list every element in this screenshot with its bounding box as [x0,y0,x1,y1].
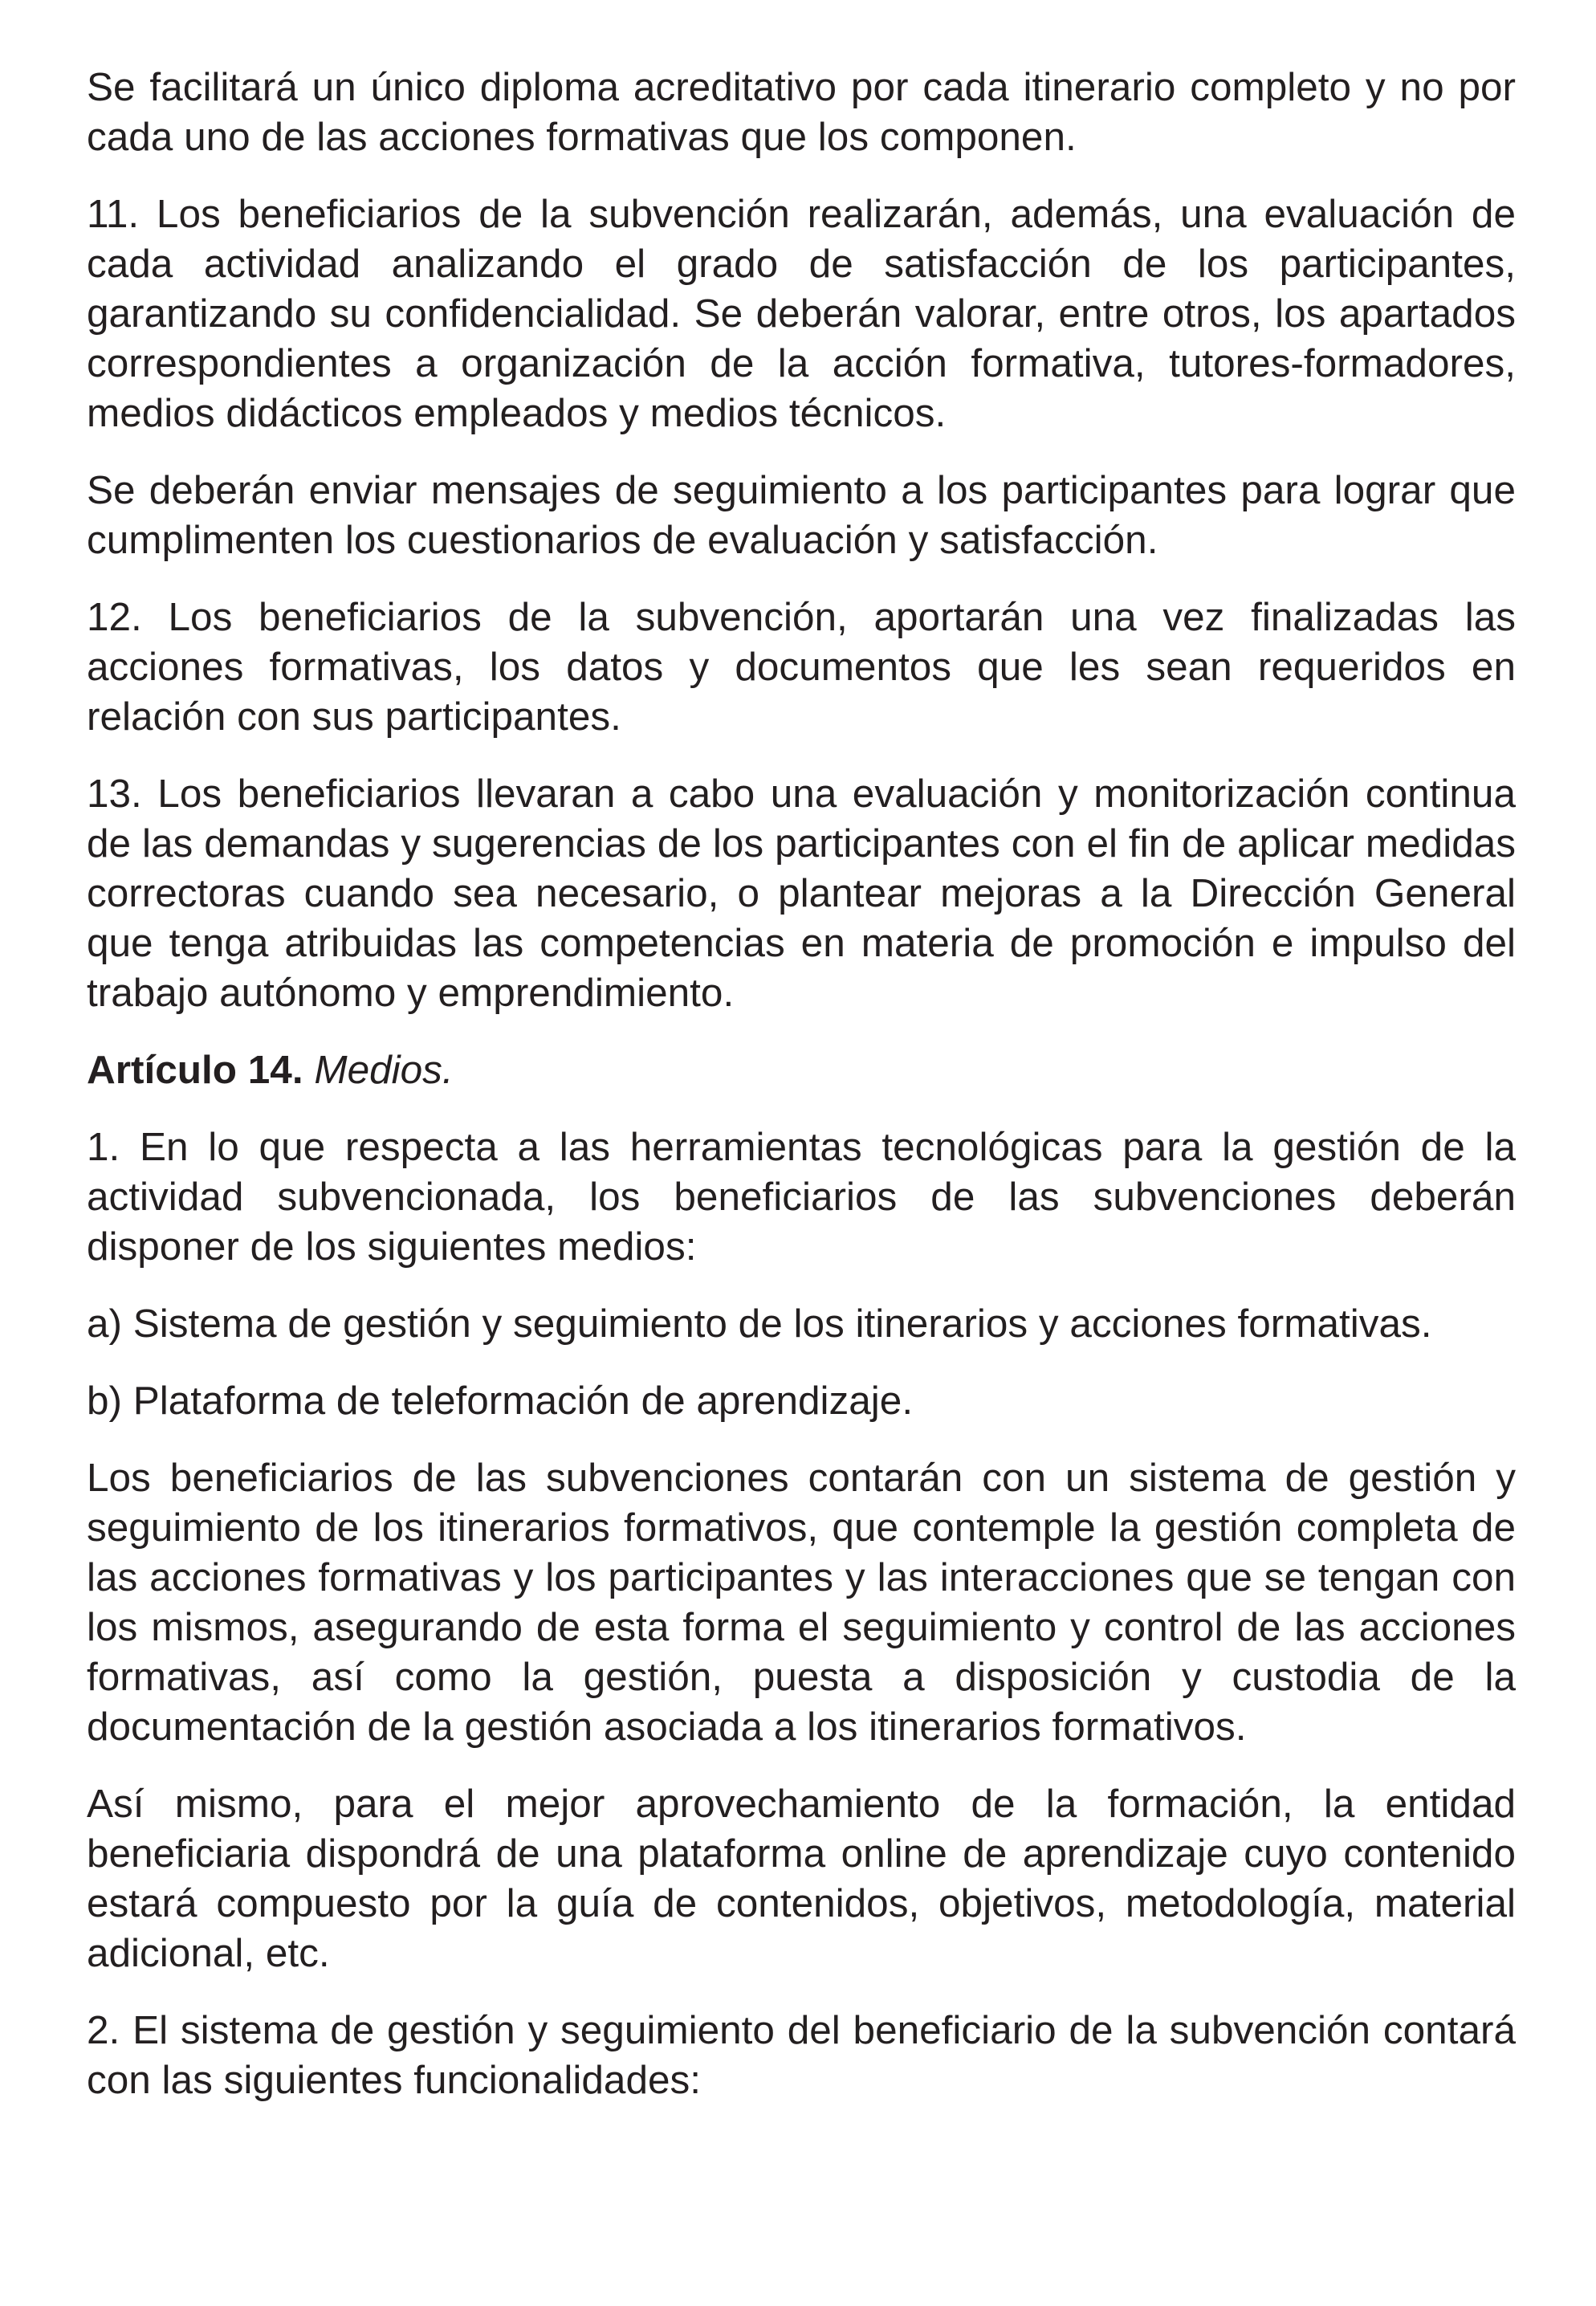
paragraph-management-system: Los beneficiarios de las subvenciones contarán con un sistema de gestión y seguimiento de los itinerarios formativos, que contemple la gestión completa de las acciones formativas y los participantes y las interacciones que se tengan con los mismos, asegurando de esta forma el seguimiento y control de las acciones formativas, así como la gestión, puesta a disposición y custodia de la documentación de la gestión asociada a los itinerarios formativos. [87,1456,1516,1749]
paragraph-item-b: b) Plataforma de teleformación de aprendizaje. [87,1379,914,1423]
paragraph-follow-up-messages: Se deberán enviar mensajes de seguimiento a los participantes para lograr que cumplimenten los cuestionarios de evaluación y satisfacción. [87,468,1516,562]
paragraph-diploma: Se facilitará un único diploma acreditativo por cada itinerario completo y no por cada uno de las acciones formativas que los componen. [87,65,1516,159]
article-title: Medios. [314,1048,454,1092]
article-label: Artículo 14. [87,1048,303,1092]
paragraph-item-a: a) Sistema de gestión y seguimiento de los itinerarios y acciones formativas. [87,1302,1432,1346]
paragraph-item-1: 1. En lo que respecta a las herramientas tecnológicas para la gestión de la actividad subvencionada, los beneficiarios de las subvenciones deberán disponer de los siguientes medios: [87,1125,1516,1269]
article-heading [87,1045,1516,1095]
paragraph-item-13: 13. Los beneficiarios llevaran a cabo una evaluación y monitorización continua de las demandas y sugerencias de los participantes con el fin de aplicar medidas correctoras cuando sea necesario, o plantear mejoras a la Dirección General que tenga atribuidas las competencias en materia de promoción e impulso del trabajo autónomo y emprendimiento. [87,772,1516,1015]
document-page [87,63,1516,2133]
paragraph-item-11: 11. Los beneficiarios de la subvención realizarán, además, una evaluación de cada actividad analizando el grado de satisfacción de los participantes, garantizando su confidencialidad. Se deberán valorar, entre otros, los apartados correspondientes a organización de la acción formativa, tutores-formadores, medios didácticos empleados y medios técnicos. [87,192,1516,435]
paragraph-item-2: 2. El sistema de gestión y seguimiento del beneficiario de la subvención contará con las siguientes funcionalidades: [87,2008,1516,2102]
paragraph-online-platform: Así mismo, para el mejor aprovechamiento de la formación, la entidad beneficiaria dispondrá de una plataforma online de aprendizaje cuyo contenido estará compuesto por la guía de contenidos, objetivos, metodología, material adicional, etc. [87,1782,1516,1975]
paragraph-item-12: 12. Los beneficiarios de la subvención, aportarán una vez finalizadas las acciones formativas, los datos y documentos que les sean requeridos en relación con sus participantes. [87,595,1516,739]
